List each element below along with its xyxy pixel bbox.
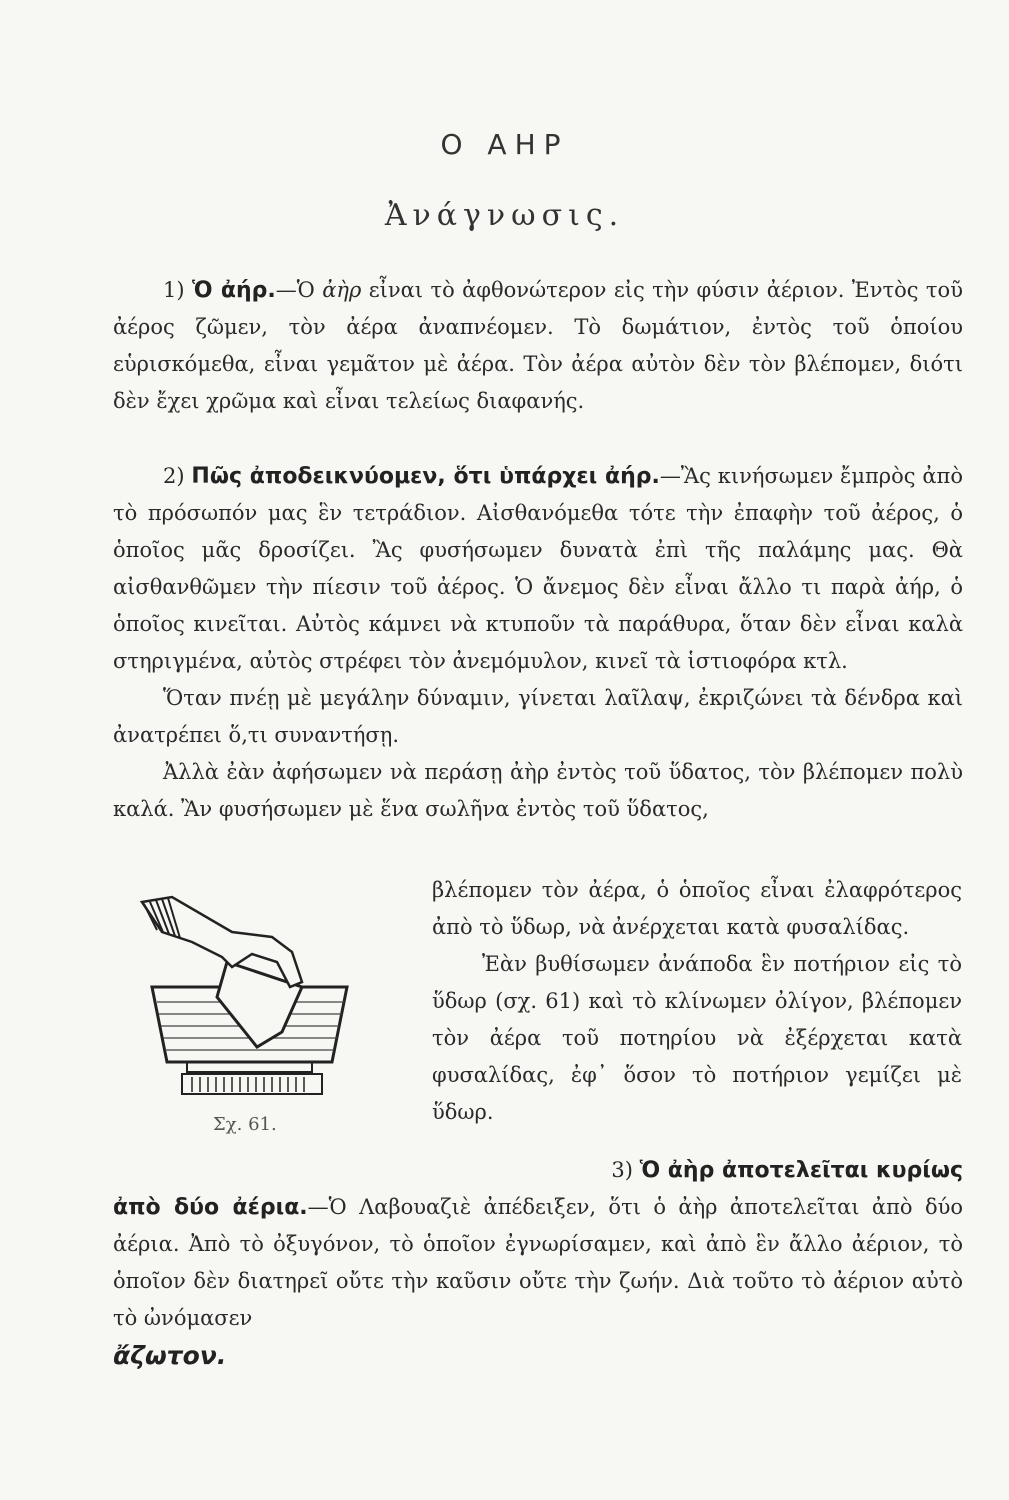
section-3-heading-2: ἀπὸ δύο ἀέρια. (113, 1195, 308, 1220)
wrapped-column (432, 872, 962, 1131)
section-1-text: εἶναι τὸ ἀφθονώτερον εἰς τὴν φύσιν ἀέριον. Ἐντὸς τοῦ ἀέρος ζῶμεν, τὸν ἀέρα ἀναπνέομεν. Τὸ δωμάτιον, ἐντὸς τοῦ ὁποίου εὑρισκόμεθα, εἶναι γεμᾶτον μὲ ἀέρα. Τὸν ἀέρα αὐτὸν δὲν τὸν βλέπομεν, διότι δὲν ἔχει χρῶμα καὶ εἶναι τελείως διαφανής. (113, 278, 963, 413)
figure-caption: Σχ. 61. (213, 1114, 277, 1135)
section-2-paragraph-3: Ἀλλὰ ἐὰν ἀφήσωμεν νὰ περάσῃ ἀὴρ ἐντὸς τοῦ ὕδατος, τὸν βλέπομεν πολὺ καλά. Ἂν φυσήσωμεν μὲ ἕνα σωλῆνα ἐντὸς τοῦ ὕδατος, (113, 760, 963, 821)
wrap-paragraph-1: βλέπομεν τὸν ἀέρα, ὁ ὁποῖος εἶναι ἐλαφρότερος ἀπὸ τὸ ὕδωρ, νὰ ἀνέρχεται κατὰ φυσαλίδας. (432, 878, 962, 939)
section-subtitle: Ἀνάγνωσις. (384, 198, 625, 233)
section-1 (113, 272, 963, 420)
section-2 (113, 458, 963, 828)
section-3-number: 3) (611, 1158, 633, 1182)
section-3-final-term: ἄζωτον. (113, 1341, 227, 1370)
section-3-text: —Ὁ Λαβουαζιὲ ἀπέδειξεν, ὅτι ὁ ἀὴρ ἀποτελεῖται ἀπὸ δύο ἀέρια. Ἀπὸ τὸ ὀξυγόνον, τὸ ὁποῖον ἐγνωρίσαμεν, καὶ ἀπὸ ἓν ἄλλο ἀέριον, τὸ ὁποῖον δὲν διατηρεῖ οὔτε τὴν καῦσιν οὔτε τὴν ζωήν. Διὰ τοῦτο τὸ ἀέριον αὐτὸ τὸ ὠνόμασεν (113, 1195, 964, 1330)
section-1-number: 1) (163, 278, 185, 302)
section-3 (113, 1152, 963, 1376)
section-2-text: —Ἂς κινήσωμεν ἔμπρὸς ἀπὸ τὸ πρόσωπόν μας ἓν τετράδιον. Αἰσθανόμεθα τότε τὴν ἐπαφὴν τοῦ ἀέρος, ὁ ὁποῖος μᾶς δροσίζει. Ἂς φυσήσωμεν δυνατὰ ἐπὶ τῆς παλάμης μας. Θὰ αἰσθανθῶμεν τὴν πίεσιν τοῦ ἀέρος. Ὁ ἄνεμος δὲν εἶναι ἄλλο τι παρὰ ἀήρ, ὁ ὁποῖος κινεῖται. Αὐτὸς κάμνει νὰ κτυποῦν τὰ παράθυρα, ὅταν δὲν εἶναι καλὰ στηριγμένα, αὐτὸς στρέφει τὸν ἀνεμόμυλον, κινεῖ τὰ ἱστιοφόρα κτλ. (113, 464, 963, 673)
section-1-heading: Ὁ ἀήρ. (191, 278, 276, 303)
glass-in-water-figure (132, 892, 367, 1102)
section-2-paragraph-2: Ὅταν πνέῃ μὲ μεγάλην δύναμιν, γίνεται λαῖλαψ, ἐκριζώνει τὰ δένδρα καὶ ἀνατρέπει ὅ,τι συναντήσῃ. (113, 686, 963, 747)
section-1-emphasis: ἀὴρ (322, 278, 362, 302)
section-2-heading: Πῶς ἀποδεικνύομεν, ὅτι ὑπάρχει ἀήρ. (191, 464, 660, 489)
section-1-dash: —Ὁ (275, 278, 315, 302)
section-3-heading-1: Ὁ ἀὴρ ἀποτελεῖται κυρίως (639, 1158, 963, 1183)
section-2-number: 2) (163, 464, 185, 488)
page-title: Ο ΑΗΡ (440, 128, 569, 161)
wrap-paragraph-2: Ἐὰν βυθίσωμεν ἀνάποδα ἓν ποτήριον εἰς τὸ ὕδωρ (σχ. 61) καὶ τὸ κλίνωμεν ὀλίγον, βλέπομεν τὸν ἀέρα τοῦ ποτηρίου νὰ ἐξέρχεται κατὰ φυσαλίδας, ἐφ᾽ ὅσον τὸ ποτήριον γεμίζει μὲ ὕδωρ. (432, 952, 962, 1124)
